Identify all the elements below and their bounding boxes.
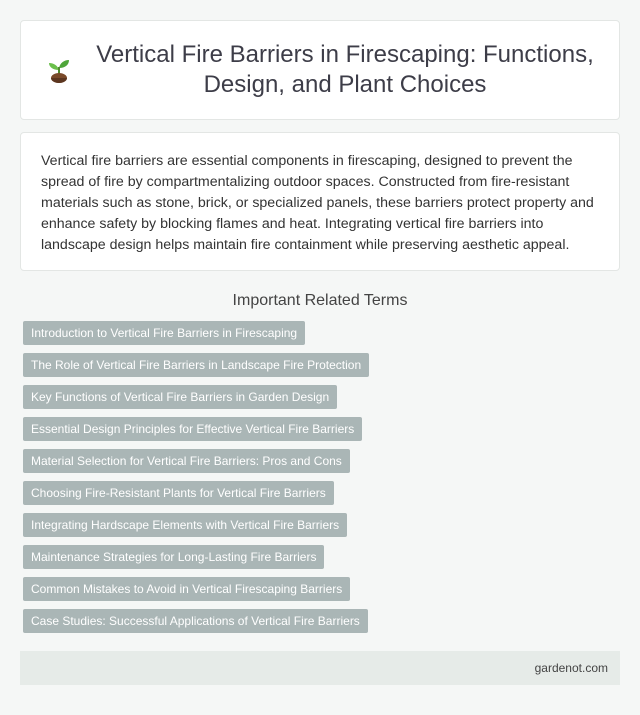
footer — [20, 651, 620, 685]
related-term-link[interactable]: Integrating Hardscape Elements with Vertical Fire Barriers — [23, 513, 347, 537]
page-title: Vertical Fire Barriers in Firescaping: Functions, Design, and Plant Choices — [96, 41, 594, 98]
footer-site-link[interactable]: gardenot.com — [534, 661, 608, 675]
sprout-icon — [45, 55, 73, 85]
related-term-link[interactable]: Choosing Fire-Resistant Plants for Vertical Fire Barriers — [23, 481, 334, 505]
related-term-link[interactable]: Essential Design Principles for Effective Vertical Fire Barriers — [23, 417, 362, 441]
related-terms-list — [20, 321, 620, 641]
related-term-link[interactable]: Maintenance Strategies for Long-Lasting Fire Barriers — [23, 545, 324, 569]
related-term-link[interactable]: Key Functions of Vertical Fire Barriers in Garden Design — [23, 385, 337, 409]
related-term-link[interactable]: Common Mistakes to Avoid in Vertical Firescaping Barriers — [23, 577, 350, 601]
description-text: Vertical fire barriers are essential components in firescaping, designed to prevent the spread of fire by compartmentalizing outdoor spaces. Constructed from fire-resistant materials such as stone, brick, or specialized panels, these barriers protect property and enhance safety by blocking flames and heat. Integrating vertical fire barriers into landscape design helps maintain fire containment while preserving aesthetic appeal. — [41, 153, 594, 253]
related-terms-heading: Important Related Terms — [232, 292, 408, 309]
description-card — [20, 132, 620, 271]
related-term-link[interactable]: Case Studies: Successful Applications of Vertical Fire Barriers — [23, 609, 368, 633]
related-term-link[interactable]: Material Selection for Vertical Fire Barriers: Pros and Cons — [23, 449, 350, 473]
related-term-link[interactable]: Introduction to Vertical Fire Barriers in Firescaping — [23, 321, 305, 345]
related-term-link[interactable]: The Role of Vertical Fire Barriers in Landscape Fire Protection — [23, 353, 369, 377]
title-card — [20, 20, 620, 120]
